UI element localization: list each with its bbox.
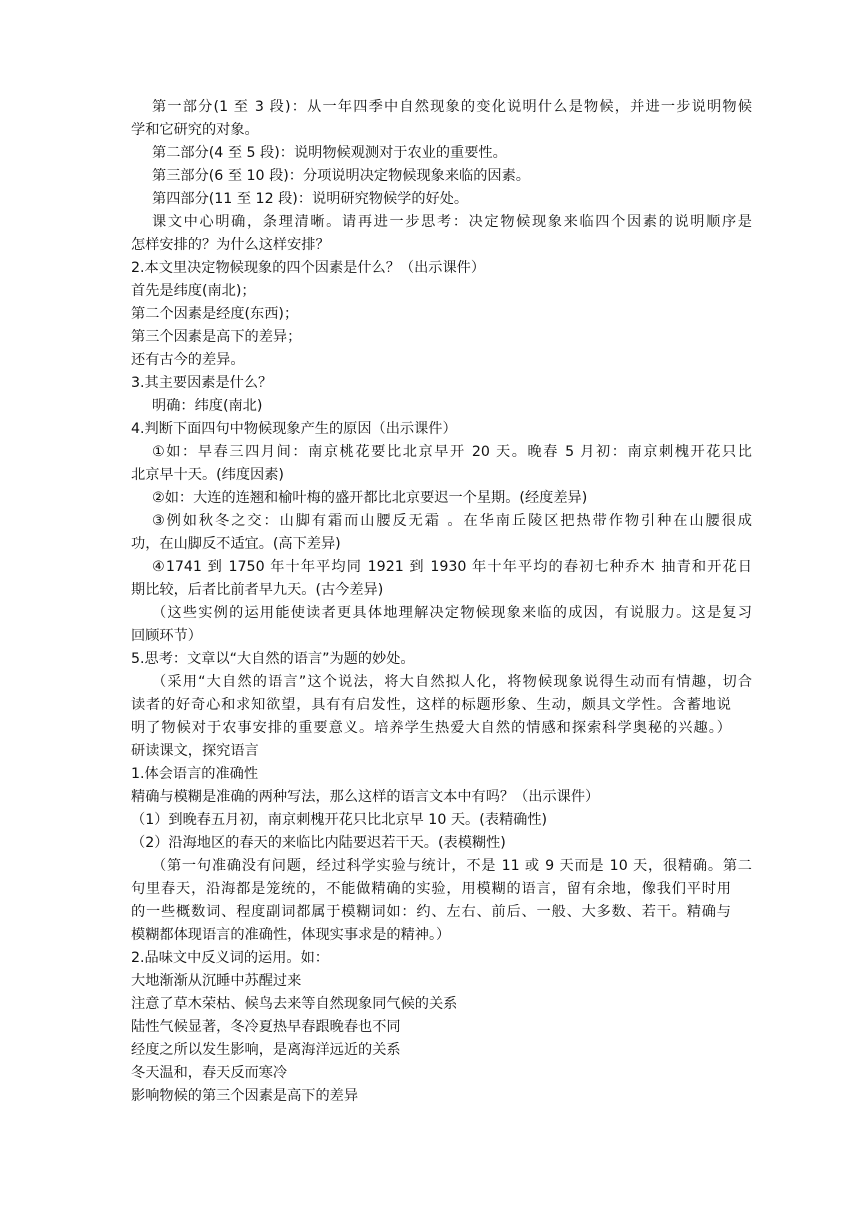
text-line: 第四部分(11 至 12 段)：说明研究物候学的好处。 (152, 191, 469, 207)
text-line: 经度之所以发生影响，是离海洋远近的关系 (131, 1042, 401, 1058)
text-line: 期比较，后者比前者早九天。(古今差异) (131, 582, 384, 598)
text-line: 精确与模糊是准确的两种写法，那么这样的语言文本中有吗？（出示课件） (131, 789, 600, 805)
text-line: 4.判断下面四句中物候现象产生的原因（出示课件） (131, 421, 457, 437)
text-line: 首先是纬度(南北)； (131, 283, 256, 299)
text-line: （这些实例的运用能使读者更具体地理解决定物候现象来临的成因，有说服力。这是复习 (152, 605, 752, 621)
text-line: （2）沿海地区的春天的来临比内陆要迟若干天。(表模糊性) (131, 835, 506, 851)
text-line: 第三个因素是高下的差异； (131, 329, 302, 345)
text-line: 第二部分(4 至 5 段)：说明物候观测对于农业的重要性。 (152, 145, 507, 161)
text-line: 明了物候对于农事安排的重要意义。培养学生热爱大自然的情感和探索科学奥秘的兴趣。） (131, 720, 731, 736)
text-line: ④1741 到 1750 年十年平均同 1921 到 1930 年十年平均的春初七种乔木 抽青和开花日 (152, 559, 752, 575)
text-line: 学和它研究的对象。 (131, 122, 259, 138)
text-line: 读者的好奇心和求知欲望，具有有启发性，这样的标题形象、生动，颇具文学性。含蓄地说 (131, 697, 731, 713)
text-line: ①如：早春三四月间：南京桃花要比北京早开 20 天。晚春 5 月初：南京刺槐开花只比 (152, 444, 752, 460)
text-line: 3.其主要因素是什么？ (131, 375, 273, 391)
text-line: 第二个因素是经度(东西)； (131, 306, 299, 322)
text-line: 第一部分(1 至 3 段)：从一年四季中自然现象的变化说明什么是物候，并进一步说明物候 (152, 99, 752, 115)
text-line: 1.体会语言的准确性 (131, 766, 259, 782)
text-line: 注意了草木荣枯、候鸟去来等自然现象同气候的关系 (131, 996, 458, 1012)
text-line: 北京早十天。(纬度因素) (131, 467, 284, 483)
text-line: 回顾环节） (131, 628, 202, 644)
text-line: 明确：纬度(南北) (152, 398, 263, 414)
text-line: 句里春天，沿海都是笼统的，不能做精确的实验，用模糊的语言，留有余地，像我们平时用 (131, 881, 731, 897)
text-line: 2.品味文中反义词的运用。如： (131, 950, 329, 966)
text-line: 功，在山脚反不适宜。(高下差异) (131, 536, 341, 552)
text-line: 2.本文里决定物候现象的四个因素是什么？（出示课件） (131, 260, 486, 276)
text-line: 研读课文，探究语言 (131, 743, 259, 759)
text-line: 还有古今的差异。 (131, 352, 245, 368)
text-line: 的一些概数词、程度副词都属于模糊词如：约、左右、前后、一般、大多数、若干。精确与 (131, 904, 731, 920)
text-line: 第三部分(6 至 10 段)：分项说明决定物候现象来临的因素。 (152, 168, 530, 184)
text-line: 课文中心明确，条理清晰。请再进一步思考：决定物候现象来临四个因素的说明顺序是 (152, 214, 752, 230)
text-line: 怎样安排的？为什么这样安排？ (131, 237, 330, 253)
document-page (0, 96, 860, 1108)
text-line: 陆性气候显著，冬冷夏热早春跟晚春也不同 (131, 1019, 401, 1035)
text-line: ②如：大连的连翘和榆叶梅的盛开都比北京要迟一个星期。(经度差异) (152, 490, 588, 506)
text-line: 5.思考：文章以“大自然的语言”为题的妙处。 (131, 651, 415, 667)
text-line: （1）到晚春五月初，南京刺槐开花只比北京早 10 天。(表精确性) (131, 812, 548, 828)
text-line: （第一句准确没有问题，经过科学实验与统计，不是 11 或 9 天而是 10 天，很精确。第二 (152, 858, 752, 874)
text-line: 大地渐渐从沉睡中苏醒过来 (131, 973, 302, 989)
text-line: 模糊都体现语言的准确性，体现实事求是的精神。） (131, 927, 451, 943)
text-line: （采用“大自然的语言”这个说法，将大自然拟人化，将物候现象说得生动而有情趣，切合 (152, 674, 752, 690)
text-line: 冬天温和，春天反而寒冷 (131, 1065, 288, 1081)
text-line: ③例如秋冬之交：山脚有霜而山腰反无霜 。在华南丘陵区把热带作物引种在山腰很成 (152, 513, 752, 529)
text-line: 影响物候的第三个因素是高下的差异 (131, 1088, 359, 1104)
